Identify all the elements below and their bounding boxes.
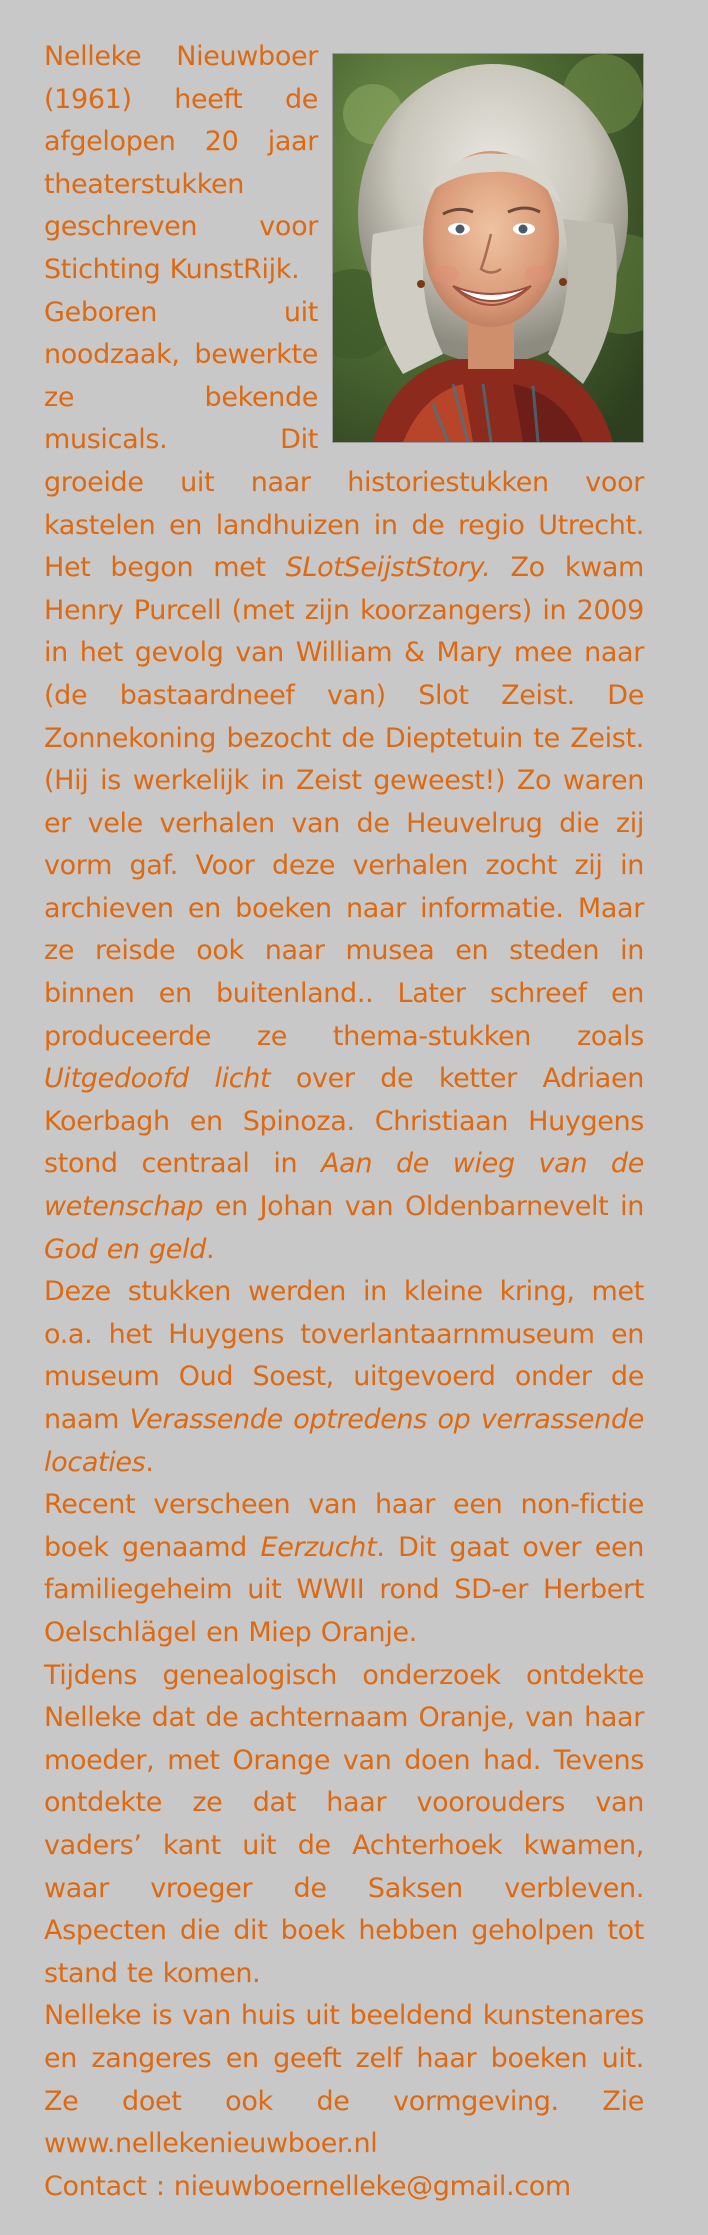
portrait-photo bbox=[332, 53, 644, 443]
bio-text-span: Recent verscheen van haar een non-fictie boek genaamd bbox=[44, 1489, 644, 1563]
bio-text-span: . Dit gaat over een familiegeheim uit WWII rond SD-er Herbert Oelschlägel en Miep Oranje. bbox=[44, 1531, 644, 1648]
contact-line: Contact : nieuwboernelleke@gmail.com bbox=[44, 2170, 571, 2202]
bio-text-span: over de ketter Adriaen Koerbagh en Spinoza. Christiaan Huygens stond centraal in bbox=[44, 1063, 644, 1180]
bio-paragraph-3 bbox=[44, 1271, 644, 1484]
title-eerzucht: Eerzucht bbox=[260, 1531, 377, 1563]
bio-text-span: . bbox=[145, 1446, 154, 1478]
bio-text bbox=[44, 36, 644, 2208]
bio-text-span: Deze stukken werden in kleine kring, met o.a. het Huygens toverlantaarnmuseum en museum Oud Soest, uitgevoerd onder de naam bbox=[44, 1276, 644, 1435]
bio-paragraph-1: Nelleke Nieuwboer (1961) heeft de afgelopen 20 jaar theaterstukken geschreven voor Stichting KunstRijk. bbox=[44, 41, 318, 285]
title-slotseijststory: SLotSeijstStory. bbox=[285, 552, 491, 584]
title-verassende-optredens: Verassende optredens op verrassende locaties bbox=[44, 1404, 644, 1478]
bio-text-span: en Johan van Oldenbarnevelt in bbox=[203, 1191, 644, 1223]
title-aan-de-wieg: Aan de wieg van de wetenschap bbox=[44, 1148, 644, 1223]
bio-paragraph-4 bbox=[44, 1484, 644, 1654]
bio-paragraph-5: Tijdens genealogisch onderzoek ontdekte Nelleke dat de achternaam Oranje, van haar moeder, met Orange van doen had. Tevens ontdekte ze dat haar voorouders van vaders’ kant uit de Achterhoek kwamen, waar vroeger de Saksen verbleven. Aspecten die dit boek hebben geholpen tot stand te komen. bbox=[44, 1659, 644, 1989]
bio-text-span: Geboren uit noodzaak, bewerkte ze bekende musicals. Dit groeide uit naar historiestukken voor kastelen en landhuizen in de regio Utrecht. Het begon met bbox=[44, 296, 644, 584]
title-god-en-geld: God en geld bbox=[44, 1233, 207, 1265]
bio-text-span: . bbox=[206, 1233, 215, 1265]
bio-paragraph-6: Nelleke is van huis uit beeldend kunstenares en zangeres en geeft zelf haar boeken uit. Ze doet ook de vormgeving. Zie www.nellekenieuwboer.nl bbox=[44, 2000, 644, 2160]
bio-text-span: Zo kwam Henry Purcell (met zijn koorzangers) in 2009 in het gevolg van William & Mary mee naar (de bastaardneef van) Slot Zeist. De Zonnekoning bezocht de Dieptetuin te Zeist. (Hij is werkelijk in Zeist geweest!) Zo waren er vele verhalen van de Heuvelrug die zij vorm gaf. Voor deze verhalen zocht zij in archieven en boeken naar informatie. Maar ze reisde ook naar musea en steden in binnen en buitenland.. Later schreef en produceerde ze thema-stukken zoals bbox=[44, 552, 644, 1052]
title-uitgedoofd-licht: Uitgedoofd licht bbox=[44, 1063, 271, 1095]
